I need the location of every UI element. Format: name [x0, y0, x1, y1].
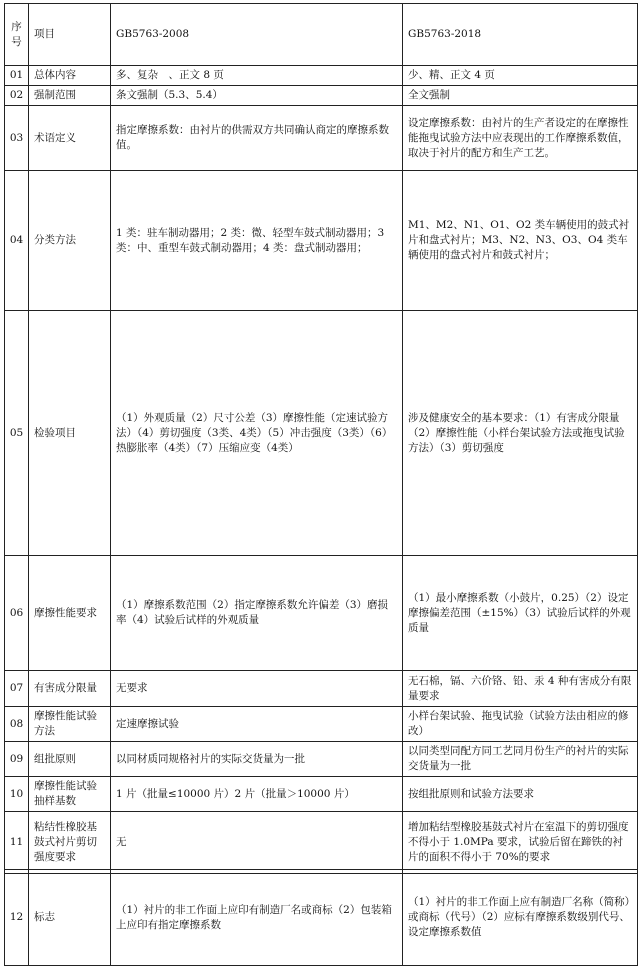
row-old: 指定摩擦系数：由衬片的供需双方共同确认商定的摩擦系数值。	[111, 106, 403, 171]
table-row	[5, 777, 638, 812]
row-old: 无	[111, 812, 403, 874]
row-old: 1 类：驻车制动器用；2 类：微、轻型车鼓式制动器用；3 类：中、重型车鼓式制动器用；4 类：盘式制动器用；	[111, 171, 403, 311]
row-new: （1）衬片的非工作面上应有制造厂名称（简称）或商标（代号）（2）应标有摩擦系数级别代号、设定摩擦系数值	[403, 870, 638, 966]
header-new-standard: GB5763-2018	[403, 4, 638, 66]
standard-comparison-table	[4, 3, 638, 874]
row-new: 无石棉，镉、六价铬、铅、汞 4 种有害成分有限量要求	[403, 671, 638, 707]
row-no: 01	[5, 66, 29, 86]
table-row	[5, 812, 638, 874]
row-item: 粘结性橡胶基鼓式衬片剪切强度要求	[29, 812, 111, 874]
row-old: （1）摩擦系数范围（2）指定摩擦系数允许偏差（3）磨损率（4）试验后试样的外观质量	[111, 556, 403, 671]
table-row	[5, 106, 638, 171]
table-row	[5, 86, 638, 106]
row-item: 总体内容	[29, 66, 111, 86]
row-no: 12	[5, 870, 29, 966]
table-row	[5, 671, 638, 707]
row-new: 涉及健康安全的基本要求：（1）有害成分限量（2）摩擦性能（小样台架试验方法或拖曳试验方法）（3）剪切强度	[403, 311, 638, 556]
row-new: （1）最小摩擦系数（小鼓片，0.25）（2）设定摩擦偏差范围（±15%）（3）试验后试样的外观质量	[403, 556, 638, 671]
row-no: 10	[5, 777, 29, 812]
row-new: 按组批原则和试验方法要求	[403, 777, 638, 812]
row-no: 05	[5, 311, 29, 556]
row-item: 分类方法	[29, 171, 111, 311]
row-no: 06	[5, 556, 29, 671]
row-no: 11	[5, 812, 29, 874]
row-old: 多、复杂 、正文 8 页	[111, 66, 403, 86]
row-new: M1、M2、N1、O1、O2 类车辆使用的鼓式衬片和盘式衬片；M3、N2、N3、O3、O4 类车辆使用的盘式衬片和鼓式衬片；	[403, 171, 638, 311]
row-item: 术语定义	[29, 106, 111, 171]
row-new: 小样台架试验、拖曳试验（试验方法由相应的修改）	[403, 707, 638, 742]
table-row	[5, 870, 638, 966]
row-new: 全文强制	[403, 86, 638, 106]
row-item: 标志	[29, 870, 111, 966]
table-row	[5, 66, 638, 86]
header-no: 序号	[5, 4, 29, 66]
row-no: 09	[5, 742, 29, 777]
row-old: 1 片（批量≤10000 片）2 片（批量＞10000 片）	[111, 777, 403, 812]
row-new: 增加粘结型橡胶基鼓式衬片在室温下的剪切强度不得小于 1.0MPa 要求，试验后留在蹄铁的衬片的面积不得小于 70%的要求	[403, 812, 638, 874]
row-item: 摩擦性能试验抽样基数	[29, 777, 111, 812]
row-no: 04	[5, 171, 29, 311]
row-no: 03	[5, 106, 29, 171]
row-item: 强制范围	[29, 86, 111, 106]
row-new: 设定摩擦系数：由衬片的生产者设定的在摩擦性能拖曳试验方法中应表现出的工作摩擦系数值，取决于衬片的配方和生产工艺。	[403, 106, 638, 171]
row-item: 摩擦性能试验方法	[29, 707, 111, 742]
row-old: 定速摩擦试验	[111, 707, 403, 742]
table-row	[5, 171, 638, 311]
standard-comparison-table-continued	[4, 869, 638, 966]
table-row	[5, 742, 638, 777]
row-old: 无要求	[111, 671, 403, 707]
row-old: 以同材质同规格衬片的实际交货量为一批	[111, 742, 403, 777]
header-old-standard: GB5763-2008	[111, 4, 403, 66]
row-no: 02	[5, 86, 29, 106]
row-item: 摩擦性能要求	[29, 556, 111, 671]
row-item: 检验项目	[29, 311, 111, 556]
row-no: 08	[5, 707, 29, 742]
row-item: 组批原则	[29, 742, 111, 777]
header-item: 项目	[29, 4, 111, 66]
row-new: 少、精、正文 4 页	[403, 66, 638, 86]
table-row	[5, 311, 638, 556]
row-old: 条文强制（5.3、5.4）	[111, 86, 403, 106]
row-new: 以同类型同配方同工艺同月份生产的衬片的实际交货量为一批	[403, 742, 638, 777]
row-item: 有害成分限量	[29, 671, 111, 707]
table-row	[5, 556, 638, 671]
row-old: （1）衬片的非工作面上应印有制造厂名或商标（2）包装箱上应印有指定摩擦系数	[111, 870, 403, 966]
table-header-row	[5, 4, 638, 66]
row-old: （1）外观质量（2）尺寸公差（3）摩擦性能（定速试验方法）（4）剪切强度（3类、4类）（5）冲击强度（3类）（6）热膨胀率（4类）（7）压缩应变（4类）	[111, 311, 403, 556]
row-no: 07	[5, 671, 29, 707]
table-row	[5, 707, 638, 742]
